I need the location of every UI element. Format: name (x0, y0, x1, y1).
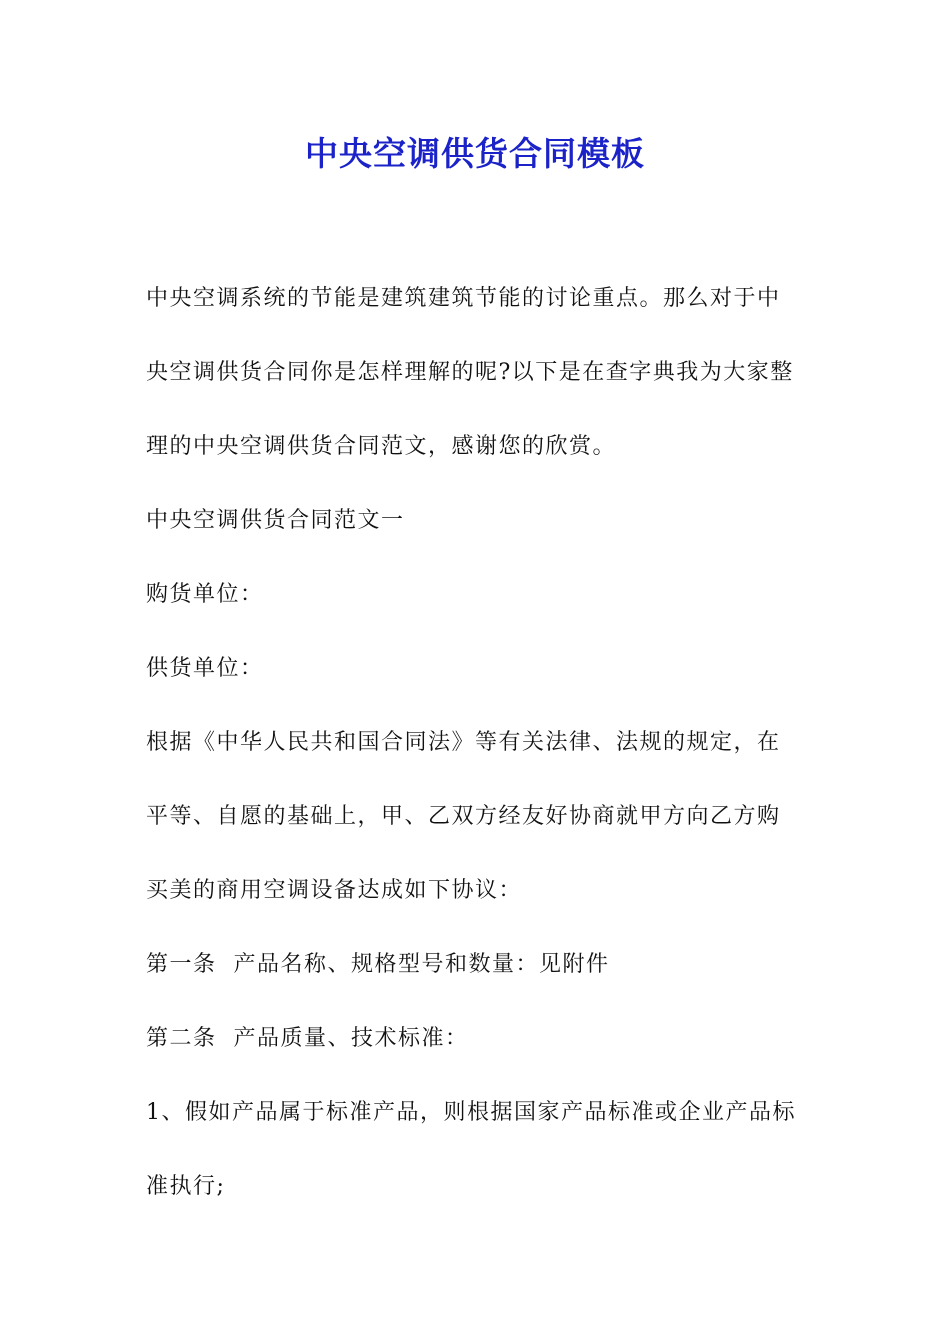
text-line: 购货单位： (146, 582, 264, 607)
article-1 (146, 928, 806, 1002)
document-body (146, 262, 806, 1224)
text-line: 第一条 产品名称、规格型号和数量：见附件 (146, 952, 610, 977)
text-line: 供货单位： (146, 656, 264, 681)
supplier-field (146, 632, 806, 706)
text-line: 中央空调系统的节能是建筑建筑节能的讨论重点。那么对于中 (146, 286, 781, 311)
text-line: 根据《中华人民共和国合同法》等有关法律、法规的规定，在 (146, 730, 781, 755)
text-line: 央空调供货合同你是怎样理解的呢?以下是在查字典我为大家整 (146, 360, 794, 385)
clause-1 (146, 1076, 806, 1224)
text-line: 买美的商用空调设备达成如下协议： (146, 878, 523, 903)
text-line: 平等、自愿的基础上，甲、乙双方经友好协商就甲方向乙方购 (146, 804, 781, 829)
legal-basis-paragraph (146, 706, 806, 928)
article-2 (146, 1002, 806, 1076)
text-line: 1、假如产品属于标准产品，则根据国家产品标准或企业产品标 (146, 1100, 796, 1125)
intro-paragraph (146, 262, 806, 484)
text-line: 第二条 产品质量、技术标准： (146, 1026, 469, 1051)
section-heading (146, 484, 806, 558)
buyer-field (146, 558, 806, 632)
text-line: 理的中央空调供货合同范文，感谢您的欣赏。 (146, 434, 617, 459)
document-title: 中央空调供货合同模板 (305, 134, 645, 173)
text-line: 准执行; (146, 1174, 226, 1199)
text-line: 中央空调供货合同范文一 (146, 508, 405, 533)
